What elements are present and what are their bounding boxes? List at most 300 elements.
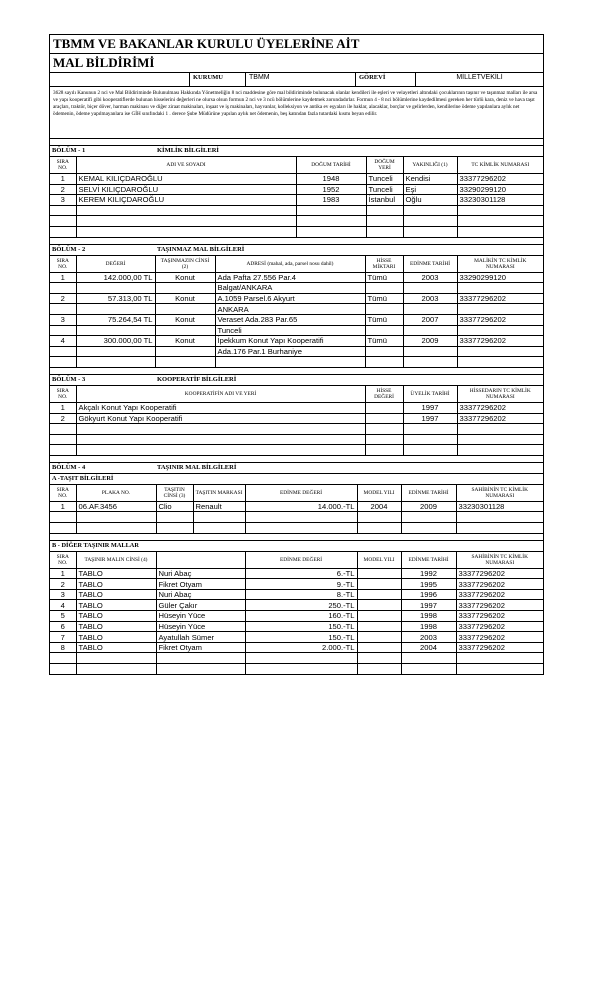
table-cell: Ayatullah Sümer bbox=[156, 632, 245, 643]
table-cell bbox=[50, 226, 76, 237]
table-cell: Tunceli bbox=[215, 325, 365, 336]
table-cell: 06.AF.3456 bbox=[76, 501, 156, 512]
section4-title: TAŞINIR MAL BİLGİLERİ bbox=[157, 463, 237, 471]
table-cell bbox=[245, 664, 357, 674]
table-cell bbox=[403, 205, 457, 216]
table-cell: TABLO bbox=[76, 579, 156, 590]
table-cell: 2003 bbox=[403, 272, 457, 283]
table-cell bbox=[155, 283, 215, 294]
table-cell bbox=[357, 579, 401, 590]
table-cell: 33377296202 bbox=[456, 579, 543, 590]
table-cell bbox=[403, 283, 457, 294]
table-cell bbox=[76, 424, 365, 435]
table-cell: 5 bbox=[50, 611, 76, 622]
table-cell: İpekkum Konut Yapı Kooperatifi bbox=[215, 336, 365, 347]
table-cell: 2007 bbox=[403, 314, 457, 325]
table-cell bbox=[456, 512, 543, 523]
table-cell bbox=[403, 434, 457, 445]
column-header: ÜYELİK TARİHİ bbox=[403, 386, 457, 403]
column-header: HİSSE DEĞERİ bbox=[365, 386, 403, 403]
column-header: ADI VE SOYADI bbox=[76, 157, 296, 174]
table-cell: Konut bbox=[155, 314, 215, 325]
table-cell: Oğlu bbox=[403, 195, 457, 206]
column-header: HİSSE MİKTARI bbox=[365, 256, 403, 273]
table-cell: TABLO bbox=[76, 600, 156, 611]
table-cell bbox=[245, 523, 357, 534]
table-cell: Güler Çakır bbox=[156, 600, 245, 611]
table-cell: 8.-TL bbox=[245, 589, 357, 600]
real-estate-row bbox=[50, 336, 543, 347]
table-cell bbox=[365, 283, 403, 294]
header-row bbox=[50, 157, 543, 174]
cooperative-row bbox=[50, 424, 543, 435]
table-cell bbox=[366, 216, 403, 227]
table-cell: TABLO bbox=[76, 568, 156, 579]
header-row bbox=[50, 386, 543, 403]
table-cell: 2004 bbox=[357, 501, 401, 512]
column-header: TC KİMLİK NUMARASI bbox=[457, 157, 543, 174]
table-cell bbox=[50, 216, 76, 227]
identity-row bbox=[50, 205, 543, 216]
table-cell bbox=[403, 346, 457, 357]
vehicle-table bbox=[50, 485, 543, 534]
table-cell: TABLO bbox=[76, 632, 156, 643]
table-cell: 33377296202 bbox=[456, 600, 543, 611]
table-cell: Nuri Abaç bbox=[156, 589, 245, 600]
column-header: EDİNME TARİHİ bbox=[401, 552, 456, 569]
table-cell: TABLO bbox=[76, 621, 156, 632]
table-cell: 3 bbox=[50, 195, 76, 206]
column-header: TAŞITIN CİNSİ (3) bbox=[156, 485, 193, 502]
movable-row bbox=[50, 653, 543, 664]
table-cell bbox=[365, 413, 403, 424]
table-cell bbox=[357, 568, 401, 579]
table-cell: Nuri Abaç bbox=[156, 568, 245, 579]
section3-title: KOOPERATİF BİLGİLERİ bbox=[157, 375, 237, 383]
table-cell bbox=[357, 523, 401, 534]
table-cell: A.1059 Parsel.6 Akyurt bbox=[215, 293, 365, 304]
cooperative-row bbox=[50, 445, 543, 456]
table-cell: 1997 bbox=[401, 600, 456, 611]
identity-row bbox=[50, 216, 543, 227]
table-cell: Gökyurt Konut Yapı Kooperatifi bbox=[76, 413, 365, 424]
table-cell bbox=[457, 205, 543, 216]
table-cell bbox=[457, 283, 543, 294]
real-estate-row bbox=[50, 304, 543, 315]
cooperative-row bbox=[50, 434, 543, 445]
table-cell bbox=[403, 325, 457, 336]
table-cell bbox=[456, 523, 543, 534]
table-cell: 1952 bbox=[296, 184, 366, 195]
table-cell bbox=[366, 226, 403, 237]
column-header: EDİNME DEĞERİ bbox=[245, 485, 357, 502]
table-cell bbox=[403, 216, 457, 227]
real-estate-row bbox=[50, 283, 543, 294]
table-cell: 2 bbox=[50, 413, 76, 424]
table-cell: 1997 bbox=[403, 402, 457, 413]
header-row bbox=[50, 256, 543, 273]
table-cell bbox=[156, 523, 193, 534]
table-cell bbox=[365, 424, 403, 435]
movable-row bbox=[50, 611, 543, 622]
table-cell bbox=[76, 226, 296, 237]
table-cell bbox=[457, 304, 543, 315]
table-cell bbox=[76, 512, 156, 523]
table-cell: 1997 bbox=[403, 413, 457, 424]
table-cell: Fikret Otyam bbox=[156, 579, 245, 590]
movable-row bbox=[50, 600, 543, 611]
table-cell: 33377296202 bbox=[457, 293, 543, 304]
table-cell: TABLO bbox=[76, 589, 156, 600]
table-cell: 3 bbox=[50, 589, 76, 600]
table-cell: 33377296202 bbox=[457, 336, 543, 347]
table-cell bbox=[357, 642, 401, 653]
vehicle-row bbox=[50, 512, 543, 523]
table-cell bbox=[76, 445, 365, 456]
column-header: TAŞINMAZIN CİNSİ (2) bbox=[155, 256, 215, 273]
table-cell: 3 bbox=[50, 314, 76, 325]
real-estate-row bbox=[50, 325, 543, 336]
table-cell: 33377296202 bbox=[457, 314, 543, 325]
table-cell bbox=[456, 664, 543, 674]
column-header: PLAKA NO. bbox=[76, 485, 156, 502]
movable-row bbox=[50, 579, 543, 590]
table-cell: Fikret Otyam bbox=[156, 642, 245, 653]
table-cell: 1983 bbox=[296, 195, 366, 206]
table-cell bbox=[245, 653, 357, 664]
table-cell: 2 bbox=[50, 293, 76, 304]
table-cell: İstanbul bbox=[366, 195, 403, 206]
table-cell: 1998 bbox=[401, 621, 456, 632]
identity-row bbox=[50, 226, 543, 237]
section4-label: BÖLÜM - 4 bbox=[52, 463, 86, 471]
table-cell: 1992 bbox=[401, 568, 456, 579]
real-estate-row bbox=[50, 357, 543, 368]
table-cell bbox=[50, 325, 76, 336]
table-cell: Hüseyin Yüce bbox=[156, 621, 245, 632]
section2-header bbox=[50, 245, 543, 256]
column-header: SIRA NO. bbox=[50, 485, 76, 502]
table-cell: Konut bbox=[155, 336, 215, 347]
table-cell bbox=[76, 357, 155, 368]
table-cell bbox=[156, 653, 245, 664]
table-cell bbox=[215, 357, 365, 368]
table-cell: 2009 bbox=[401, 501, 456, 512]
table-cell bbox=[457, 445, 543, 456]
real-estate-table bbox=[50, 256, 543, 368]
real-estate-row bbox=[50, 272, 543, 283]
table-cell bbox=[456, 653, 543, 664]
table-cell bbox=[50, 357, 76, 368]
table-cell: 33377296202 bbox=[456, 642, 543, 653]
table-cell: 33377296202 bbox=[456, 621, 543, 632]
table-cell: 8 bbox=[50, 642, 76, 653]
table-cell: 4 bbox=[50, 336, 76, 347]
table-cell: 4 bbox=[50, 600, 76, 611]
table-cell bbox=[457, 216, 543, 227]
table-cell bbox=[296, 226, 366, 237]
table-cell bbox=[193, 523, 245, 534]
table-cell bbox=[365, 304, 403, 315]
column-header: SIRA NO. bbox=[50, 157, 76, 174]
table-cell bbox=[155, 357, 215, 368]
table-cell bbox=[76, 325, 155, 336]
table-cell bbox=[357, 653, 401, 664]
table-cell: Tunceli bbox=[366, 174, 403, 185]
table-cell bbox=[401, 664, 456, 674]
table-cell bbox=[357, 600, 401, 611]
table-cell: 6 bbox=[50, 621, 76, 632]
cooperative-table bbox=[50, 386, 543, 456]
table-cell bbox=[457, 434, 543, 445]
table-cell bbox=[365, 325, 403, 336]
section1-header bbox=[50, 146, 543, 157]
vehicle-row bbox=[50, 523, 543, 534]
table-cell: Clio bbox=[156, 501, 193, 512]
table-cell: 57.313,00 TL bbox=[76, 293, 155, 304]
form-subtitle: MAL BİLDİRİMİ bbox=[50, 54, 543, 73]
table-cell bbox=[245, 512, 357, 523]
table-cell bbox=[457, 226, 543, 237]
table-cell bbox=[365, 346, 403, 357]
declaration-form bbox=[49, 34, 544, 675]
table-cell: Konut bbox=[155, 272, 215, 283]
table-cell: KEREM KILIÇDAROĞLU bbox=[76, 195, 296, 206]
table-cell: 2009 bbox=[403, 336, 457, 347]
table-cell: Ada.176 Par.1 Burhaniye bbox=[215, 346, 365, 357]
table-cell: 7 bbox=[50, 632, 76, 643]
column-header: SAHİBİNİN TC KİMLİK NUMARASI bbox=[456, 485, 543, 502]
column-header: SIRA NO. bbox=[50, 256, 76, 273]
table-cell bbox=[50, 283, 76, 294]
table-cell bbox=[366, 205, 403, 216]
table-cell: 2 bbox=[50, 579, 76, 590]
table-cell bbox=[357, 664, 401, 674]
table-cell: 150.-TL bbox=[245, 632, 357, 643]
table-cell: 1996 bbox=[401, 589, 456, 600]
table-cell: 33230301128 bbox=[456, 501, 543, 512]
column-header: MODEL YILI bbox=[357, 485, 401, 502]
institution-row bbox=[50, 73, 543, 87]
section2-title: TAŞINMAZ MAL BİLGİLERİ bbox=[157, 245, 245, 253]
table-cell bbox=[403, 445, 457, 456]
table-cell: 33377296202 bbox=[456, 568, 543, 579]
kurumu-value: TBMM bbox=[246, 73, 356, 86]
section3-header bbox=[50, 375, 543, 386]
column-header: SAHİBİNİN TC KİMLİK NUMARASI bbox=[456, 552, 543, 569]
table-cell: TABLO bbox=[76, 642, 156, 653]
form-title: TBMM VE BAKANLAR KURULU ÜYELERİNE AİT bbox=[50, 35, 543, 54]
table-cell: 1948 bbox=[296, 174, 366, 185]
table-cell: 160.-TL bbox=[245, 611, 357, 622]
table-cell: Balgat/ANKARA bbox=[215, 283, 365, 294]
section4-header bbox=[50, 463, 543, 474]
real-estate-row bbox=[50, 293, 543, 304]
column-header: SIRA NO. bbox=[50, 552, 76, 569]
movable-row bbox=[50, 664, 543, 674]
gorevi-value: MİLLETVEKİLİ bbox=[456, 74, 503, 81]
column-header: YAKINLIĞI (1) bbox=[403, 157, 457, 174]
section2-label: BÖLÜM - 2 bbox=[52, 245, 86, 253]
table-cell: 2 bbox=[50, 184, 76, 195]
cooperative-row bbox=[50, 413, 543, 424]
table-cell bbox=[457, 357, 543, 368]
table-cell bbox=[357, 611, 401, 622]
table-cell: 1998 bbox=[401, 611, 456, 622]
header-row bbox=[50, 552, 543, 569]
table-cell: Hüseyin Yüce bbox=[156, 611, 245, 622]
table-cell: Konut bbox=[155, 293, 215, 304]
table-cell bbox=[76, 216, 296, 227]
table-cell bbox=[155, 304, 215, 315]
table-cell bbox=[76, 304, 155, 315]
column-header: DOĞUM TARİHİ bbox=[296, 157, 366, 174]
header-row bbox=[50, 485, 543, 502]
table-cell: 33230301128 bbox=[457, 195, 543, 206]
table-cell: 2.000.-TL bbox=[245, 642, 357, 653]
table-cell: 33290299120 bbox=[457, 184, 543, 195]
column-header: TAŞINIR MALIN CİNSİ (4) bbox=[76, 552, 156, 569]
column-header: TAŞITIN MARKASI bbox=[193, 485, 245, 502]
table-cell bbox=[401, 653, 456, 664]
table-cell: Renault bbox=[193, 501, 245, 512]
table-cell bbox=[296, 205, 366, 216]
table-cell: 6.-TL bbox=[245, 568, 357, 579]
table-cell: KEMAL KILIÇDAROĞLU bbox=[76, 174, 296, 185]
table-cell bbox=[50, 424, 76, 435]
table-cell bbox=[155, 325, 215, 336]
table-cell: Tunceli bbox=[366, 184, 403, 195]
table-cell bbox=[357, 512, 401, 523]
table-cell bbox=[193, 512, 245, 523]
real-estate-row bbox=[50, 346, 543, 357]
table-cell bbox=[357, 621, 401, 632]
table-cell: 142.000,00 TL bbox=[76, 272, 155, 283]
table-cell: Ada Pafta 27.556 Par.4 bbox=[215, 272, 365, 283]
section1-title: KİMLİK BİLGİLERİ bbox=[157, 147, 219, 154]
table-cell: TABLO bbox=[76, 611, 156, 622]
table-cell: Kendisi bbox=[403, 174, 457, 185]
identity-table bbox=[50, 157, 543, 238]
movable-row bbox=[50, 568, 543, 579]
table-cell: Akçalı Konut Yapı Kooperatifi bbox=[76, 402, 365, 413]
table-cell: 2003 bbox=[403, 293, 457, 304]
table-cell bbox=[365, 434, 403, 445]
table-cell bbox=[401, 512, 456, 523]
other-movables-table bbox=[50, 552, 543, 674]
table-cell bbox=[401, 523, 456, 534]
movable-row bbox=[50, 621, 543, 632]
table-cell bbox=[365, 445, 403, 456]
table-cell: Tümü bbox=[365, 314, 403, 325]
table-cell: 33377296202 bbox=[457, 413, 543, 424]
table-cell bbox=[357, 632, 401, 643]
table-cell bbox=[50, 346, 76, 357]
table-cell bbox=[76, 205, 296, 216]
table-cell: 250.-TL bbox=[245, 600, 357, 611]
column-header: KOOPERATİFİN ADI VE YERİ bbox=[76, 386, 365, 403]
table-cell: 33377296202 bbox=[457, 402, 543, 413]
vehicle-subsection-title: A -TAŞIT BİLGİLERİ bbox=[50, 474, 543, 485]
gorevi-label: GÖREVİ bbox=[356, 73, 416, 86]
table-cell bbox=[357, 589, 401, 600]
table-cell: Tümü bbox=[365, 272, 403, 283]
table-cell: 1 bbox=[50, 272, 76, 283]
table-cell bbox=[403, 226, 457, 237]
kurumu-label: KURUMU bbox=[190, 73, 246, 86]
table-cell bbox=[50, 512, 76, 523]
table-cell: ANKARA bbox=[215, 304, 365, 315]
table-cell bbox=[156, 512, 193, 523]
table-cell bbox=[365, 357, 403, 368]
table-cell: Tümü bbox=[365, 336, 403, 347]
cooperative-row bbox=[50, 402, 543, 413]
table-cell bbox=[403, 424, 457, 435]
table-cell bbox=[156, 664, 245, 674]
table-cell bbox=[403, 357, 457, 368]
identity-row bbox=[50, 184, 543, 195]
table-cell: 1 bbox=[50, 568, 76, 579]
table-cell: 2004 bbox=[401, 642, 456, 653]
table-cell bbox=[457, 346, 543, 357]
column-header: ADRESİ (mahal, ada, parsel nosu dahil) bbox=[215, 256, 365, 273]
column-header: EDİNME TARİHİ bbox=[403, 256, 457, 273]
table-cell: Tümü bbox=[365, 293, 403, 304]
table-cell: 1 bbox=[50, 501, 76, 512]
table-cell: 1 bbox=[50, 402, 76, 413]
table-cell bbox=[403, 304, 457, 315]
table-cell bbox=[50, 664, 76, 674]
table-cell: 33377296202 bbox=[456, 632, 543, 643]
intro-text: 3628 sayılı Kanunun 2 nci ve Mal Bildiriminde Bulunulması Hakkında Yönetmeliğin 8 nci maddesine göre mal bildiriminde bulunacak olanlar kendileri ile eşleri ve velayetleri altındaki çocuklarının taşınır ve taşınmaz malları ile arsa ve yapı kooperatifi gibi kooperatiflerde bulunan hisselerini değerleri ne olursa olsun formun 2 nci ve 3 ncü bölümlerine kaydetmek zorundadırlar. Formun 4 - 8 nci bölümlerine kaydedilmesi gereken her türlü kara, deniz ve hava taşıt araçları, traktör, biçer döver, harman makinası ve diğer ziraat makinaları, inşaat ve iş makinaları, hayvanlar, kolleksiyon ve antika ev eşyaları ile haklar, alacaklar, borçlar ve gelirlerden, kendilerine ödeme yapılanlara aylık net ödemenin, ödeme yapılmayanlara ise GİH sınıfındaki 1 . derece Şube Müdürüne yapılan aylık net ödemenin, beş katından fazla tutardaki kısmı beyan edilir. bbox=[50, 87, 543, 139]
table-cell: 33290299120 bbox=[457, 272, 543, 283]
table-cell: Veraset Ada.283 Par.65 bbox=[215, 314, 365, 325]
table-cell: 1 bbox=[50, 174, 76, 185]
table-cell bbox=[50, 304, 76, 315]
table-cell: 14.000.-TL bbox=[245, 501, 357, 512]
table-cell bbox=[365, 402, 403, 413]
table-cell bbox=[50, 445, 76, 456]
identity-row bbox=[50, 174, 543, 185]
table-cell bbox=[457, 424, 543, 435]
section3-label: BÖLÜM - 3 bbox=[52, 375, 86, 383]
table-cell bbox=[76, 664, 156, 674]
column-header: MALİKİN TC KİMLİK NUMARASI bbox=[457, 256, 543, 273]
column-header: DOĞUM YERİ bbox=[366, 157, 403, 174]
table-cell bbox=[76, 434, 365, 445]
table-cell bbox=[50, 434, 76, 445]
table-cell bbox=[76, 653, 156, 664]
table-cell bbox=[76, 346, 155, 357]
other-movables-subsection-title: B - DİĞER TAŞINIR MALLAR bbox=[50, 541, 543, 552]
column-header: SIRA NO. bbox=[50, 386, 76, 403]
movable-row bbox=[50, 642, 543, 653]
table-cell: 1995 bbox=[401, 579, 456, 590]
table-cell: 75.264,54 TL bbox=[76, 314, 155, 325]
column-header: EDİNME TARİHİ bbox=[401, 485, 456, 502]
table-cell: 150.-TL bbox=[245, 621, 357, 632]
table-cell: 300.000,00 TL bbox=[76, 336, 155, 347]
column-header bbox=[156, 552, 245, 569]
column-header: EDİNME DEĞERİ bbox=[245, 552, 357, 569]
table-cell: SELVİ KILIÇDAROĞLU bbox=[76, 184, 296, 195]
section1-label: BÖLÜM - 1 bbox=[52, 147, 86, 154]
table-cell bbox=[296, 216, 366, 227]
table-cell bbox=[76, 283, 155, 294]
table-cell bbox=[50, 523, 76, 534]
movable-row bbox=[50, 632, 543, 643]
table-cell: 33377296202 bbox=[457, 174, 543, 185]
